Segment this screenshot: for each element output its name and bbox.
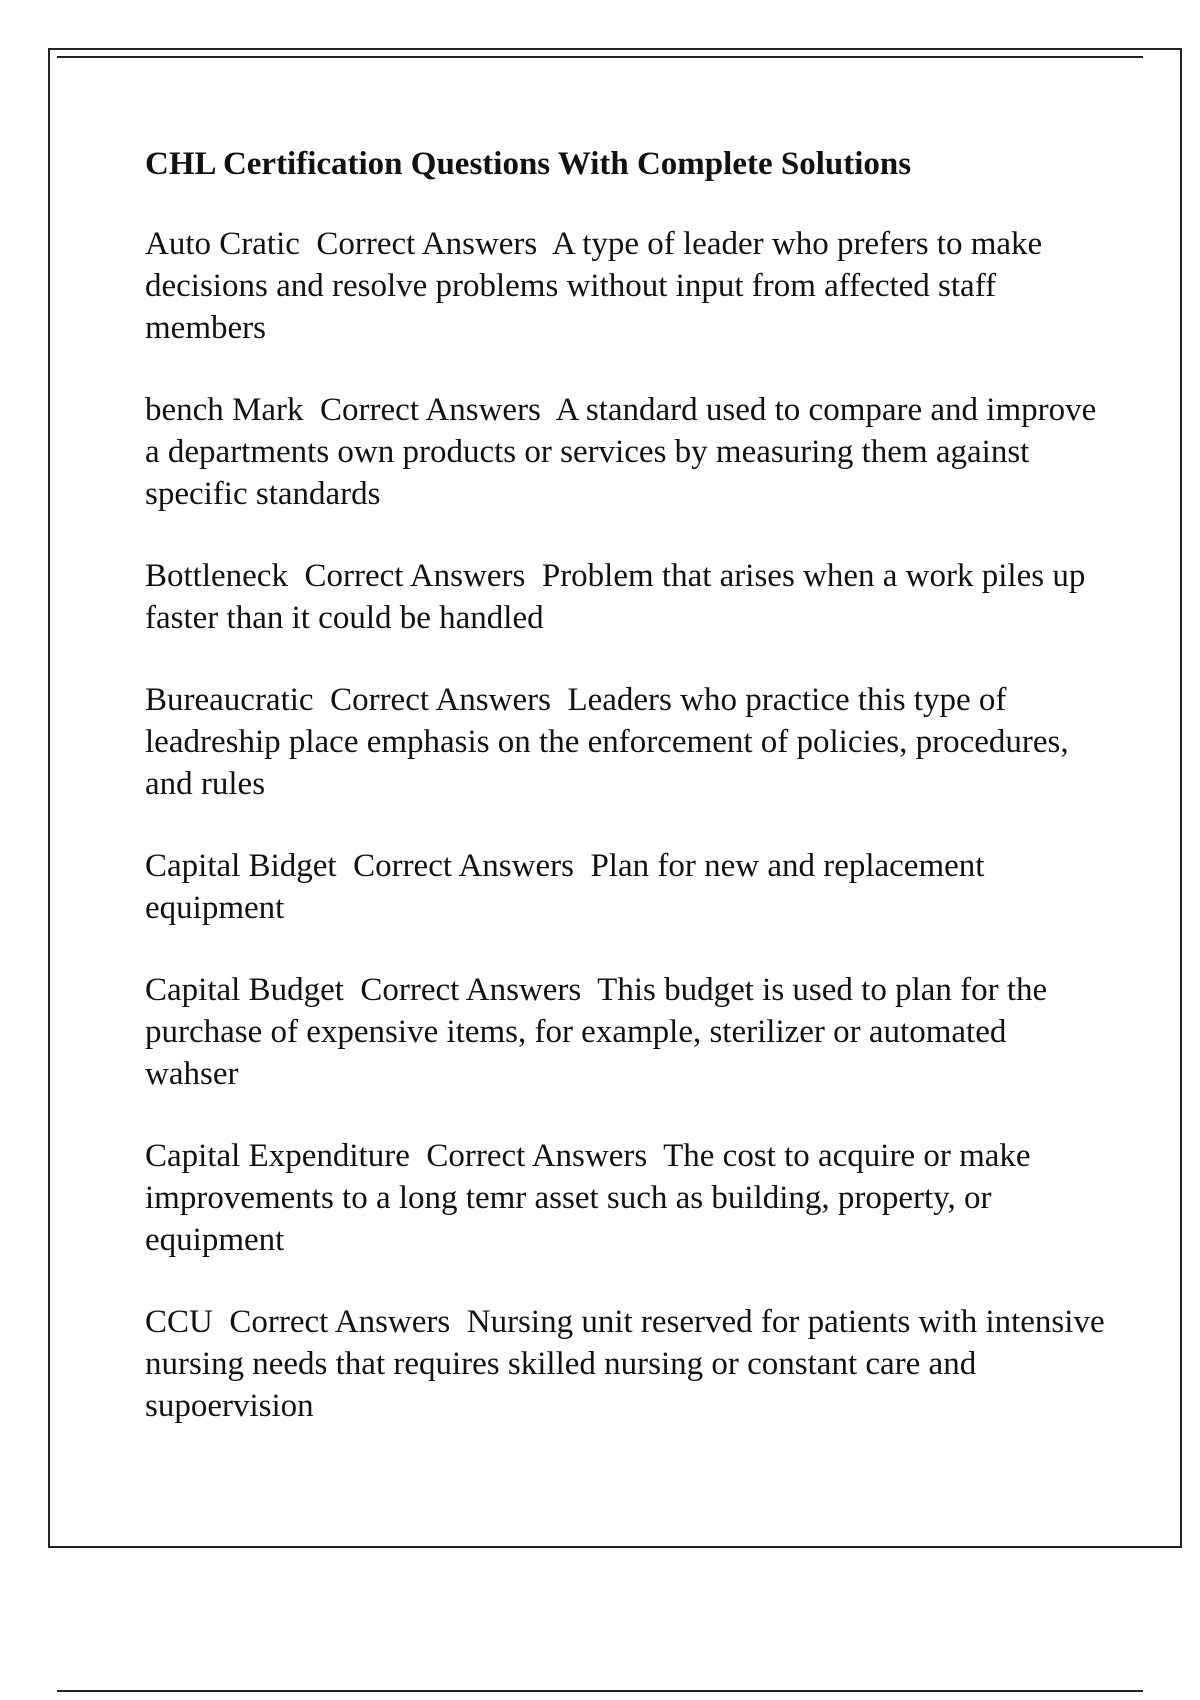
document-body (145, 143, 1113, 1467)
entry-definition: Plan for new and replacement equipment (145, 848, 993, 926)
entry-answer-marker: Correct Answers (353, 848, 574, 884)
entry-definition: The cost to acquire or make improvements to a long temr asset such as building, property, or equipment (145, 1138, 1039, 1258)
entry-definition: A standard used to compare and improve a departments own products or services by measuring them against specific standards (145, 392, 1105, 512)
entry-term: Capital Bidget (145, 848, 337, 884)
entry-definition: Leaders who practice this type of leadreship place emphasis on the enforcement of policies, procedures, and rules (145, 682, 1077, 802)
entry-answer-marker: Correct Answers (330, 682, 551, 718)
entry-term: CCU (145, 1304, 213, 1340)
entry-term: Bureaucratic (145, 682, 314, 718)
entry-term: Capital Expenditure (145, 1138, 410, 1174)
qa-entry (145, 1301, 1113, 1427)
qa-entry (145, 389, 1105, 515)
entry-definition: Problem that arises when a work piles up faster than it could be handled (145, 558, 1094, 636)
qa-entry (145, 845, 1105, 929)
entry-answer-marker: Correct Answers (304, 558, 526, 594)
qa-entry (145, 223, 1105, 349)
entry-answer-marker: Correct Answers (426, 1138, 648, 1174)
bottom-rule (57, 1690, 1143, 1692)
entry-definition: This budget is used to plan for the purchase of expensive items, for example, sterilizer or automated wahser (145, 972, 1056, 1092)
entry-definition: A type of leader who prefers to make decisions and resolve problems without input from affected staff members (145, 226, 1051, 346)
qa-entry (145, 679, 1105, 805)
document-title: CHL Certification Questions With Complete Solutions (145, 146, 912, 182)
entry-term: Bottleneck (145, 558, 288, 594)
entry-term: Capital Budget (145, 972, 344, 1008)
entry-definition: Nursing unit reserved for patients with intensive nursing needs that requires skilled nursing or constant care and supoervision (145, 1304, 1113, 1424)
entry-answer-marker: Correct Answers (316, 226, 538, 262)
entry-answer-marker: Correct Answers (229, 1304, 451, 1340)
qa-entry (145, 555, 1105, 639)
entry-answer-marker: Correct Answers (360, 972, 582, 1008)
entry-term: Auto Cratic (145, 226, 300, 262)
qa-entry (145, 1135, 1105, 1261)
entry-answer-marker: Correct Answers (320, 392, 541, 428)
entry-term: bench Mark (145, 392, 304, 428)
qa-entry (145, 969, 1105, 1095)
